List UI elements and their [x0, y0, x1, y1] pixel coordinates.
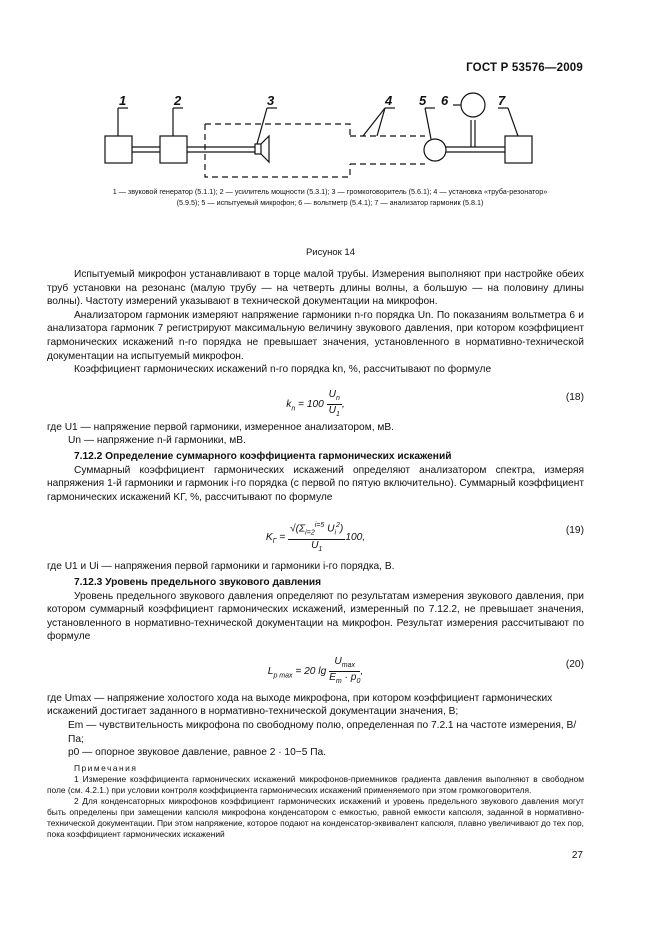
definition-un: Un — напряжение n-й гармоники, мВ.: [68, 435, 246, 447]
formula-20: $L_{p max} = 20$ lg $\frac{U_{max}}{E_m \cdot p_0}$ , (20): [267, 655, 584, 685]
standard-header: ГОСТ Р 53576—2009: [466, 62, 583, 74]
block-5-microphone: [424, 139, 446, 161]
label-7: 7: [498, 93, 506, 108]
definition-u1-ui: где U1 и Ui — напряжения первой гармоники и гармоники i-го порядка, В.: [47, 561, 395, 573]
label-3: 3: [267, 93, 275, 108]
paragraph-4: Суммарный коэффициент гармонических искажений определяют анализатором спектра, измеряя напряжения 1-й гармоники и гармоник i-го порядка (с первой по пятую включительно). Суммарный коэффициент гармонических искажений KГ, %, рассчитывают по формуле: [47, 464, 584, 503]
measurement-setup-diagram: [95, 92, 565, 182]
notes: [47, 763, 584, 840]
formula-19-number: (19): [565, 525, 584, 537]
main-text: [47, 268, 584, 840]
paragraph-2: Анализатором гармоник измеряют напряжение гармоники n-го порядка Un. По показаниям вольтметра 6 и анализатора гармоник 7 регистрируют максимальную величину звукового давления, при котором коэффициент гармонических искажений n-го порядка не превышает значения, установленного в нормативно-технической документации на испытуемый микрофон.: [47, 309, 584, 362]
figure-legend: [45, 186, 615, 208]
label-2: 2: [174, 93, 182, 108]
block-1-generator: [105, 136, 132, 163]
label-4: 4: [385, 93, 393, 108]
page-number: 27: [571, 850, 583, 861]
paragraph-1: Испытуемый микрофон устанавливают в торце малой трубы. Измерения выполняют при настройке обеих труб установки на резонанс (малую трубу — на четверть длины волны, а большую — на половину длины волны). Частоту измерений указывают в технической документации на микрофон.: [47, 269, 584, 308]
note-1: 1 Измерение коэффициента гармонических искажений микрофонов-приемников градиента давления выполняют в свободном поле (см. 4.2.1.) при условии контроля коэффициента гармонических искажений применяемого при этом громкоговорителя.: [47, 773, 584, 795]
paragraph-5: Уровень предельного звукового давления определяют по результатам измерения звукового давления, при котором суммарный коэффициент гармонических искажений, измеренный по 7.12.2, не превышает значения, установленного в нормативно-технической документации на микрофон. Результат измерения рассчитывают по формуле: [47, 590, 584, 643]
section-heading-7-12-2: 7.12.2 Определение суммарного коэффициента гармонических искажений: [74, 450, 452, 462]
formula-19: $K_Г$ = $\frac{√(\Sigma_{i=2}^{i=5} U_i^2)}{U_1}$ 100, (19): [265, 522, 584, 553]
block-3-speaker: [255, 144, 261, 154]
note-2: 2 Для конденсаторных микрофонов коэффициент гармонических искажений и уровень предельного звукового давления могут быть определены при замещении капсюля микрофона конденсатором с емкостью, равной емкости капсюля, заданной в нормативно-технической документации. При этом напряжение, которое подают на конденсатор-эквивалент капсюля, плавно увеличивают до тех пор, пока коэффициент гармонических искажений: [47, 795, 584, 839]
figure-caption: Рисунок 14: [305, 247, 356, 258]
formula-18: $k_n = 100$ $\frac{U_n}{U_1}$ , (18): [286, 388, 584, 418]
block-2-amplifier: [160, 136, 187, 163]
definition-p0: p0 — опорное звуковое давление, равное 2 · 10−5 Па.: [68, 747, 327, 759]
block-6-voltmeter: [461, 93, 485, 117]
label-5: 5: [419, 93, 427, 108]
paragraph-3: Коэффициент гармонических искажений n-го порядка kn, %, рассчитывают по формуле: [74, 364, 492, 376]
formula-18-number: (18): [565, 391, 584, 403]
legend-line-1: 1 — звуковой генератор (5.1.1); 2 — усилитель мощности (5.3.1); 3 — громкоговоритель (5.6.1); 4 — установка «труба-резонатор»: [112, 187, 548, 196]
section-heading-7-12-3: 7.12.3 Уровень предельного звукового давления: [74, 576, 322, 588]
definition-u1: где U1 — напряжение первой гармоники, измеренное анализатором, мВ.: [47, 421, 395, 433]
definition-umax: где Umax — напряжение холостого хода на выходе микрофона, при котором коэффициент гармонических искажений достигает заданного в нормативно-технической документации значения, В;: [47, 692, 553, 718]
label-6: 6: [441, 93, 449, 108]
definition-em: Em — чувствительность микрофона по свободному полю, определенная по 7.2.1 на частоте измерения, В/Па;: [68, 720, 577, 745]
block-7-analyzer: [505, 136, 532, 163]
formula-20-number: (20): [565, 658, 584, 670]
legend-line-2: (5.9.5); 5 — испытуемый микрофон; 6 — вольтметр (5.4.1); 7 — анализатор гармоник (5.8.1): [176, 198, 484, 207]
notes-title: Примечания: [74, 762, 138, 773]
label-1: 1: [119, 93, 127, 108]
